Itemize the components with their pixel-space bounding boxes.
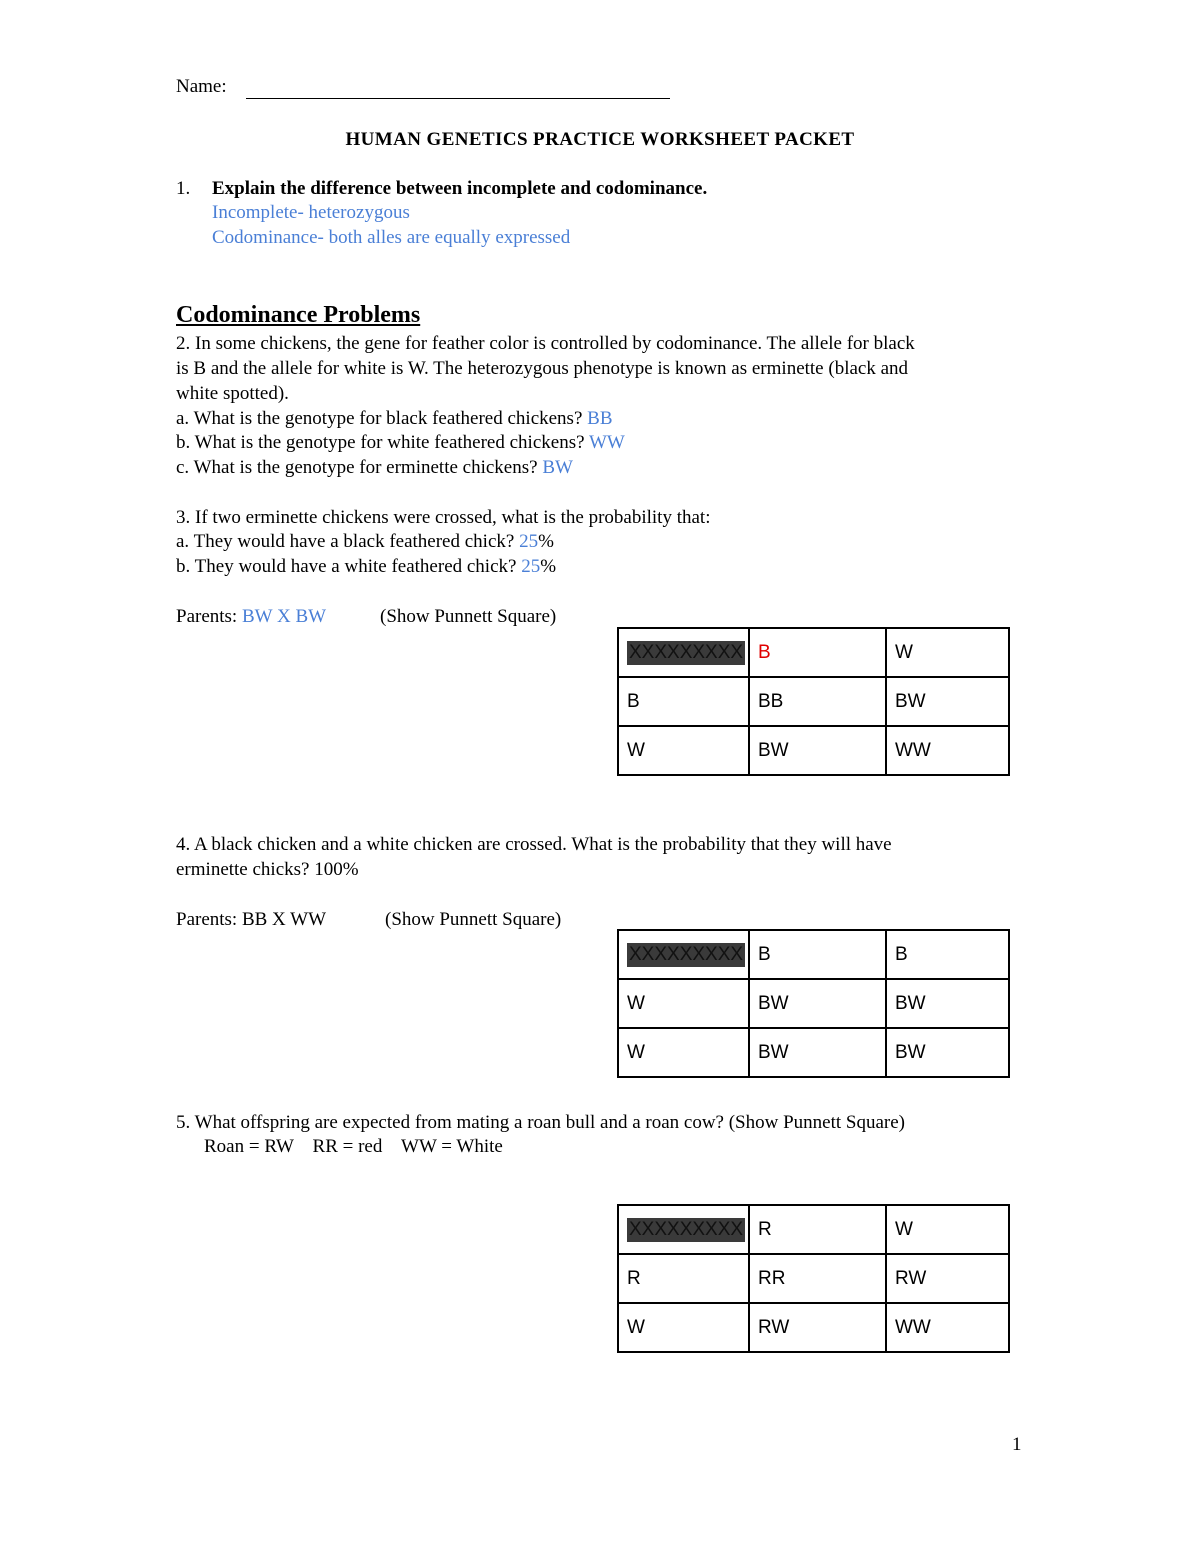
q3a-percent: % — [538, 531, 554, 552]
q3-parents-value: BW X BW — [241, 606, 327, 627]
q5-text-line1: 5. What offspring are expected from mating a roan bull and a roan cow? (Show Punnett Square) — [176, 1112, 905, 1133]
punnett-square-q3 — [617, 627, 1010, 776]
punnett-cell[interactable]: BW — [886, 979, 1009, 1028]
punnett-corner-cell — [618, 1205, 749, 1254]
page-number: 1 — [1012, 1434, 1022, 1455]
q2b-line — [176, 430, 625, 455]
table-row — [618, 979, 1009, 1028]
q1-number: 1. — [176, 178, 191, 199]
punnett-cell[interactable]: BW — [886, 677, 1009, 726]
q2c-answer: BW — [542, 457, 573, 478]
q3a-question: a. They would have a black feathered chick? — [176, 531, 515, 552]
q4-text-line1: 4. A black chicken and a white chicken are crossed. What is the probability that they will have — [176, 834, 892, 855]
table-row — [618, 1028, 1009, 1077]
table-row — [618, 930, 1009, 979]
punnett-cell[interactable]: BW — [886, 1028, 1009, 1077]
punnett-cell[interactable]: WW — [886, 1303, 1009, 1352]
q1-question: Explain the difference between incomplete and codominance. — [212, 178, 708, 199]
q3-show-label: (Show Punnett Square) — [380, 606, 557, 627]
punnett-cell[interactable]: WW — [886, 726, 1009, 775]
punnett-square-q4 — [617, 929, 1010, 1078]
punnett-cell[interactable]: RR — [749, 1254, 886, 1303]
punnett-cell[interactable]: BB — [749, 677, 886, 726]
q4-show-label: (Show Punnett Square) — [385, 909, 562, 930]
q3-text: 3. If two erminette chickens were crossed, what is the probability that: — [176, 507, 711, 528]
punnett-row-label[interactable]: W — [618, 1303, 749, 1352]
table-row — [618, 677, 1009, 726]
punnett-row-label[interactable]: B — [618, 677, 749, 726]
punnett-cell[interactable]: BW — [749, 979, 886, 1028]
q1-answer-codominance: Codominance- both alles are equally expressed — [212, 227, 571, 248]
punnett-cell[interactable]: BW — [749, 1028, 886, 1077]
punnett-cell[interactable]: BW — [749, 726, 886, 775]
q2a-answer: BB — [587, 408, 613, 429]
punnett-header-cell[interactable]: W — [886, 628, 1009, 677]
punnett-header-cell[interactable]: B — [886, 930, 1009, 979]
section-heading: Codominance Problems — [176, 302, 421, 328]
q3-parents-label: Parents: — [176, 606, 238, 627]
table-row — [618, 1254, 1009, 1303]
q2c-question: c. What is the genotype for erminette chickens? — [176, 457, 538, 478]
q3b-question: b. They would have a white feathered chick? — [176, 556, 517, 577]
punnett-header-cell[interactable]: R — [749, 1205, 886, 1254]
punnett-row-label[interactable]: R — [618, 1254, 749, 1303]
punnett-header-cell[interactable]: B — [749, 930, 886, 979]
table-row — [618, 726, 1009, 775]
q2b-question: b. What is the genotype for white feathered chickens? — [176, 432, 585, 453]
q2c-line — [176, 455, 573, 480]
q3b-percent: % — [540, 556, 557, 577]
punnett-corner-cell — [618, 930, 749, 979]
punnett-cell[interactable]: RW — [749, 1303, 886, 1352]
q3a-line — [176, 529, 554, 554]
q3-parents-line — [176, 604, 326, 629]
q4-parents-label: Parents: BB X WW — [176, 909, 327, 930]
q3b-answer: 25 — [521, 556, 541, 577]
name-label: Name: — [176, 76, 227, 97]
punnett-row-label[interactable]: W — [618, 979, 749, 1028]
table-row — [618, 1303, 1009, 1352]
q2a-line — [176, 406, 613, 431]
q3b-line — [176, 554, 556, 579]
q4-text-line2: erminette chicks? 100% — [176, 859, 359, 880]
punnett-cell[interactable]: RW — [886, 1254, 1009, 1303]
punnett-corner: XXXXXXXXX — [629, 641, 744, 663]
q2-text-line1: 2. In some chickens, the gene for feather color is controlled by codominance. The allele for black — [176, 333, 915, 354]
punnett-row-label[interactable]: W — [618, 1028, 749, 1077]
q2b-answer: WW — [588, 432, 625, 453]
q3a-answer: 25 — [519, 531, 539, 552]
punnett-header-cell[interactable]: W — [886, 1205, 1009, 1254]
punnett-corner: XXXXXXXXX — [629, 943, 744, 965]
q2-text-line3: white spotted). — [176, 383, 289, 404]
punnett-header-cell[interactable]: B — [749, 628, 886, 677]
name-field-line[interactable] — [246, 98, 670, 99]
punnett-square-q5 — [617, 1204, 1010, 1353]
q2-text-line2: is B and the allele for white is W. The heterozygous phenotype is known as erminette (black and — [176, 358, 909, 379]
table-row — [618, 628, 1009, 677]
q2a-question: a. What is the genotype for black feathered chickens? — [176, 408, 583, 429]
punnett-row-label[interactable]: W — [618, 726, 749, 775]
q5-key: Roan = RW RR = red WW = White — [204, 1136, 503, 1157]
table-row — [618, 1205, 1009, 1254]
worksheet-title: HUMAN GENETICS PRACTICE WORKSHEET PACKET — [345, 129, 855, 150]
punnett-corner: XXXXXXXXX — [629, 1218, 744, 1240]
punnett-corner-cell — [618, 628, 749, 677]
q1-answer-incomplete: Incomplete- heterozygous — [212, 202, 410, 223]
